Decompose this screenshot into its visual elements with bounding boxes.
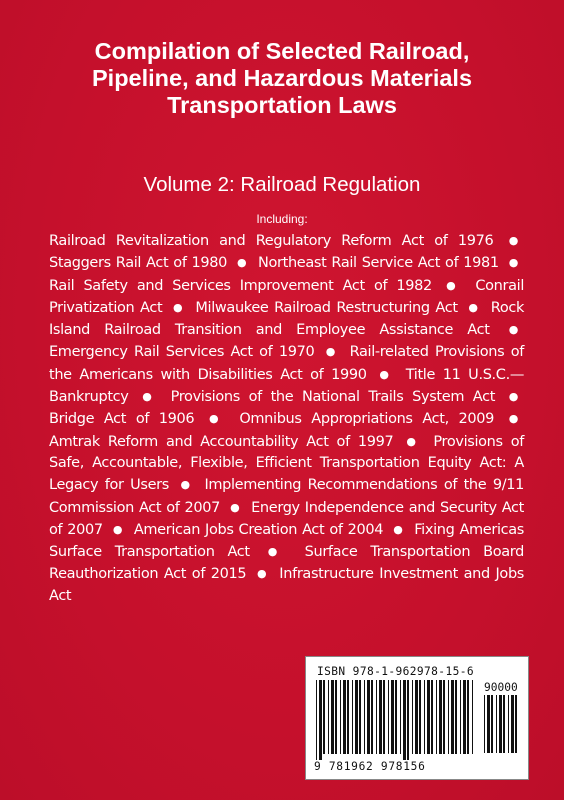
act-item: Implementing Recommendations of the 9/11 Commission Act of 2007 xyxy=(49,477,524,516)
bullet-separator: ● xyxy=(393,522,404,536)
act-item: Rock Island Railroad Transition and Employee Assistance Act xyxy=(49,299,525,339)
barcode-bar xyxy=(395,680,397,754)
barcode-bar xyxy=(460,680,461,754)
bullet-separator: ● xyxy=(173,300,184,314)
barcode-bar xyxy=(436,680,437,754)
bullet-separator: ● xyxy=(406,434,420,448)
barcode-bar xyxy=(383,680,385,754)
bullet-separator: ● xyxy=(112,522,123,536)
act-item: Conrail Privatization Act xyxy=(49,277,525,316)
bullet-separator: ● xyxy=(468,300,480,314)
barcode-box xyxy=(305,656,529,780)
barcode-bar xyxy=(355,680,358,754)
price-code: 90000 xyxy=(484,681,518,694)
barcode-bar xyxy=(391,680,394,754)
barcode-bar xyxy=(388,680,389,754)
barcode-bar xyxy=(407,680,409,760)
barcode-bar xyxy=(379,680,382,754)
bullet-separator: ● xyxy=(267,545,286,559)
act-item: Surface Transportation Board Reauthorization Act of 2015 xyxy=(49,544,524,583)
bullet-separator: ● xyxy=(256,567,268,581)
addon-barcode xyxy=(484,695,522,759)
act-item: Amtrak Reform and Accountability Act of 1997 xyxy=(49,433,394,450)
barcode-bar xyxy=(443,680,445,754)
bullet-separator: ● xyxy=(508,256,519,270)
barcode-bar xyxy=(503,695,505,753)
ean-barcode xyxy=(316,680,478,760)
barcode-bar xyxy=(319,680,322,760)
barcode-bar xyxy=(448,680,449,754)
barcode-bar xyxy=(328,680,329,754)
bullet-separator: ● xyxy=(379,367,393,381)
barcode-bar xyxy=(487,695,490,753)
act-item: Infrastructure Investment and Jobs Act xyxy=(49,566,525,604)
barcode-bar xyxy=(367,680,370,754)
act-item: Provisions of Safe, Accountable, Flexible, Efficient Transportation Equity Act: A Legacy for Users xyxy=(49,433,524,494)
act-item: Energy Independence and Security Act of 2007 xyxy=(49,499,524,538)
barcode-bar xyxy=(515,695,517,753)
barcode-bar xyxy=(511,695,514,753)
ean-digits: 9 781962 978156 xyxy=(314,760,426,773)
barcode-bar xyxy=(467,680,469,754)
barcode-bar xyxy=(364,680,365,754)
acts-list xyxy=(49,230,524,607)
barcode-bar xyxy=(335,680,337,754)
including-label: Including: xyxy=(256,212,308,226)
barcode-bar xyxy=(491,695,493,753)
act-item: Milwaukee Railroad Restructuring Act xyxy=(195,299,458,316)
bullet-separator: ● xyxy=(446,278,461,292)
barcode-bar xyxy=(439,680,442,754)
act-item: Fixing Americas Surface Transportation Act xyxy=(49,521,525,561)
title-line-3: Transportation Laws xyxy=(167,92,397,118)
act-item: Omnibus Appropriations Act, 2009 xyxy=(239,411,495,428)
barcode-bar xyxy=(499,695,502,753)
barcode-bar xyxy=(424,680,425,754)
barcode-bar xyxy=(316,680,317,760)
title-line-1: Compilation of Selected Railroad, xyxy=(94,38,470,64)
act-item: Staggers Rail Act of 1980 xyxy=(49,255,228,272)
bullet-separator: ● xyxy=(508,390,519,404)
bullet-separator: ● xyxy=(325,345,338,359)
bullet-separator: ● xyxy=(508,234,518,247)
barcode-bar xyxy=(419,680,421,754)
barcode-bar xyxy=(415,680,418,754)
bullet-separator: ● xyxy=(237,256,248,270)
barcode-bar xyxy=(347,680,349,754)
barcode-bar xyxy=(400,680,401,754)
act-item: Emergency Rail Services Act of 1970 xyxy=(49,344,315,361)
barcode-bar xyxy=(412,680,413,754)
act-item: Title 11 U.S.C.— Bankruptcy xyxy=(49,366,524,406)
bullet-separator: ● xyxy=(508,323,518,337)
barcode-bar xyxy=(463,680,466,754)
isbn-text: ISBN 978-1-962978-15-6 xyxy=(317,665,474,678)
barcode-bar xyxy=(472,680,473,754)
act-item: Northeast Rail Service Act of 1981 xyxy=(258,255,499,272)
barcode-bar xyxy=(427,680,430,754)
title-line-2: Pipeline, and Hazardous Materials xyxy=(91,65,473,91)
bullet-separator: ● xyxy=(142,390,156,404)
barcode-bar xyxy=(451,680,454,754)
barcode-bar xyxy=(496,695,497,753)
barcode-bar xyxy=(403,680,406,760)
barcode-bar xyxy=(340,680,341,754)
act-item: Bridge Act of 1906 xyxy=(49,411,195,428)
barcode-bar xyxy=(376,680,377,754)
barcode-bar xyxy=(343,680,346,754)
act-item: Railroad Revitalization and Regulatory Reform Act of 1976 xyxy=(49,233,494,249)
act-item: Rail-related Provisions of the Americans with Disabilities Act of 1990 xyxy=(49,344,524,383)
bullet-separator: ● xyxy=(230,500,241,514)
barcode-bar xyxy=(371,680,373,754)
bullet-separator: ● xyxy=(508,412,518,426)
barcode-bar xyxy=(431,680,433,754)
barcode-bar xyxy=(352,680,353,754)
act-item: Rail Safety and Services Improvement Act of 1982 xyxy=(49,277,432,294)
barcode-bar xyxy=(359,680,361,754)
volume-subtitle: Volume 2: Railroad Regulation xyxy=(143,173,421,196)
barcode-bar xyxy=(323,680,325,754)
bullet-separator: ● xyxy=(208,412,224,426)
barcode-bar xyxy=(508,695,509,753)
barcode-bar xyxy=(484,695,485,753)
cover-title xyxy=(40,38,524,119)
barcode-bar xyxy=(331,680,334,754)
act-item: Provisions of the National Trails System Act xyxy=(170,389,496,406)
bullet-separator: ● xyxy=(180,478,192,492)
barcode-bar xyxy=(455,680,457,754)
act-item: American Jobs Creation Act of 2004 xyxy=(133,521,384,538)
